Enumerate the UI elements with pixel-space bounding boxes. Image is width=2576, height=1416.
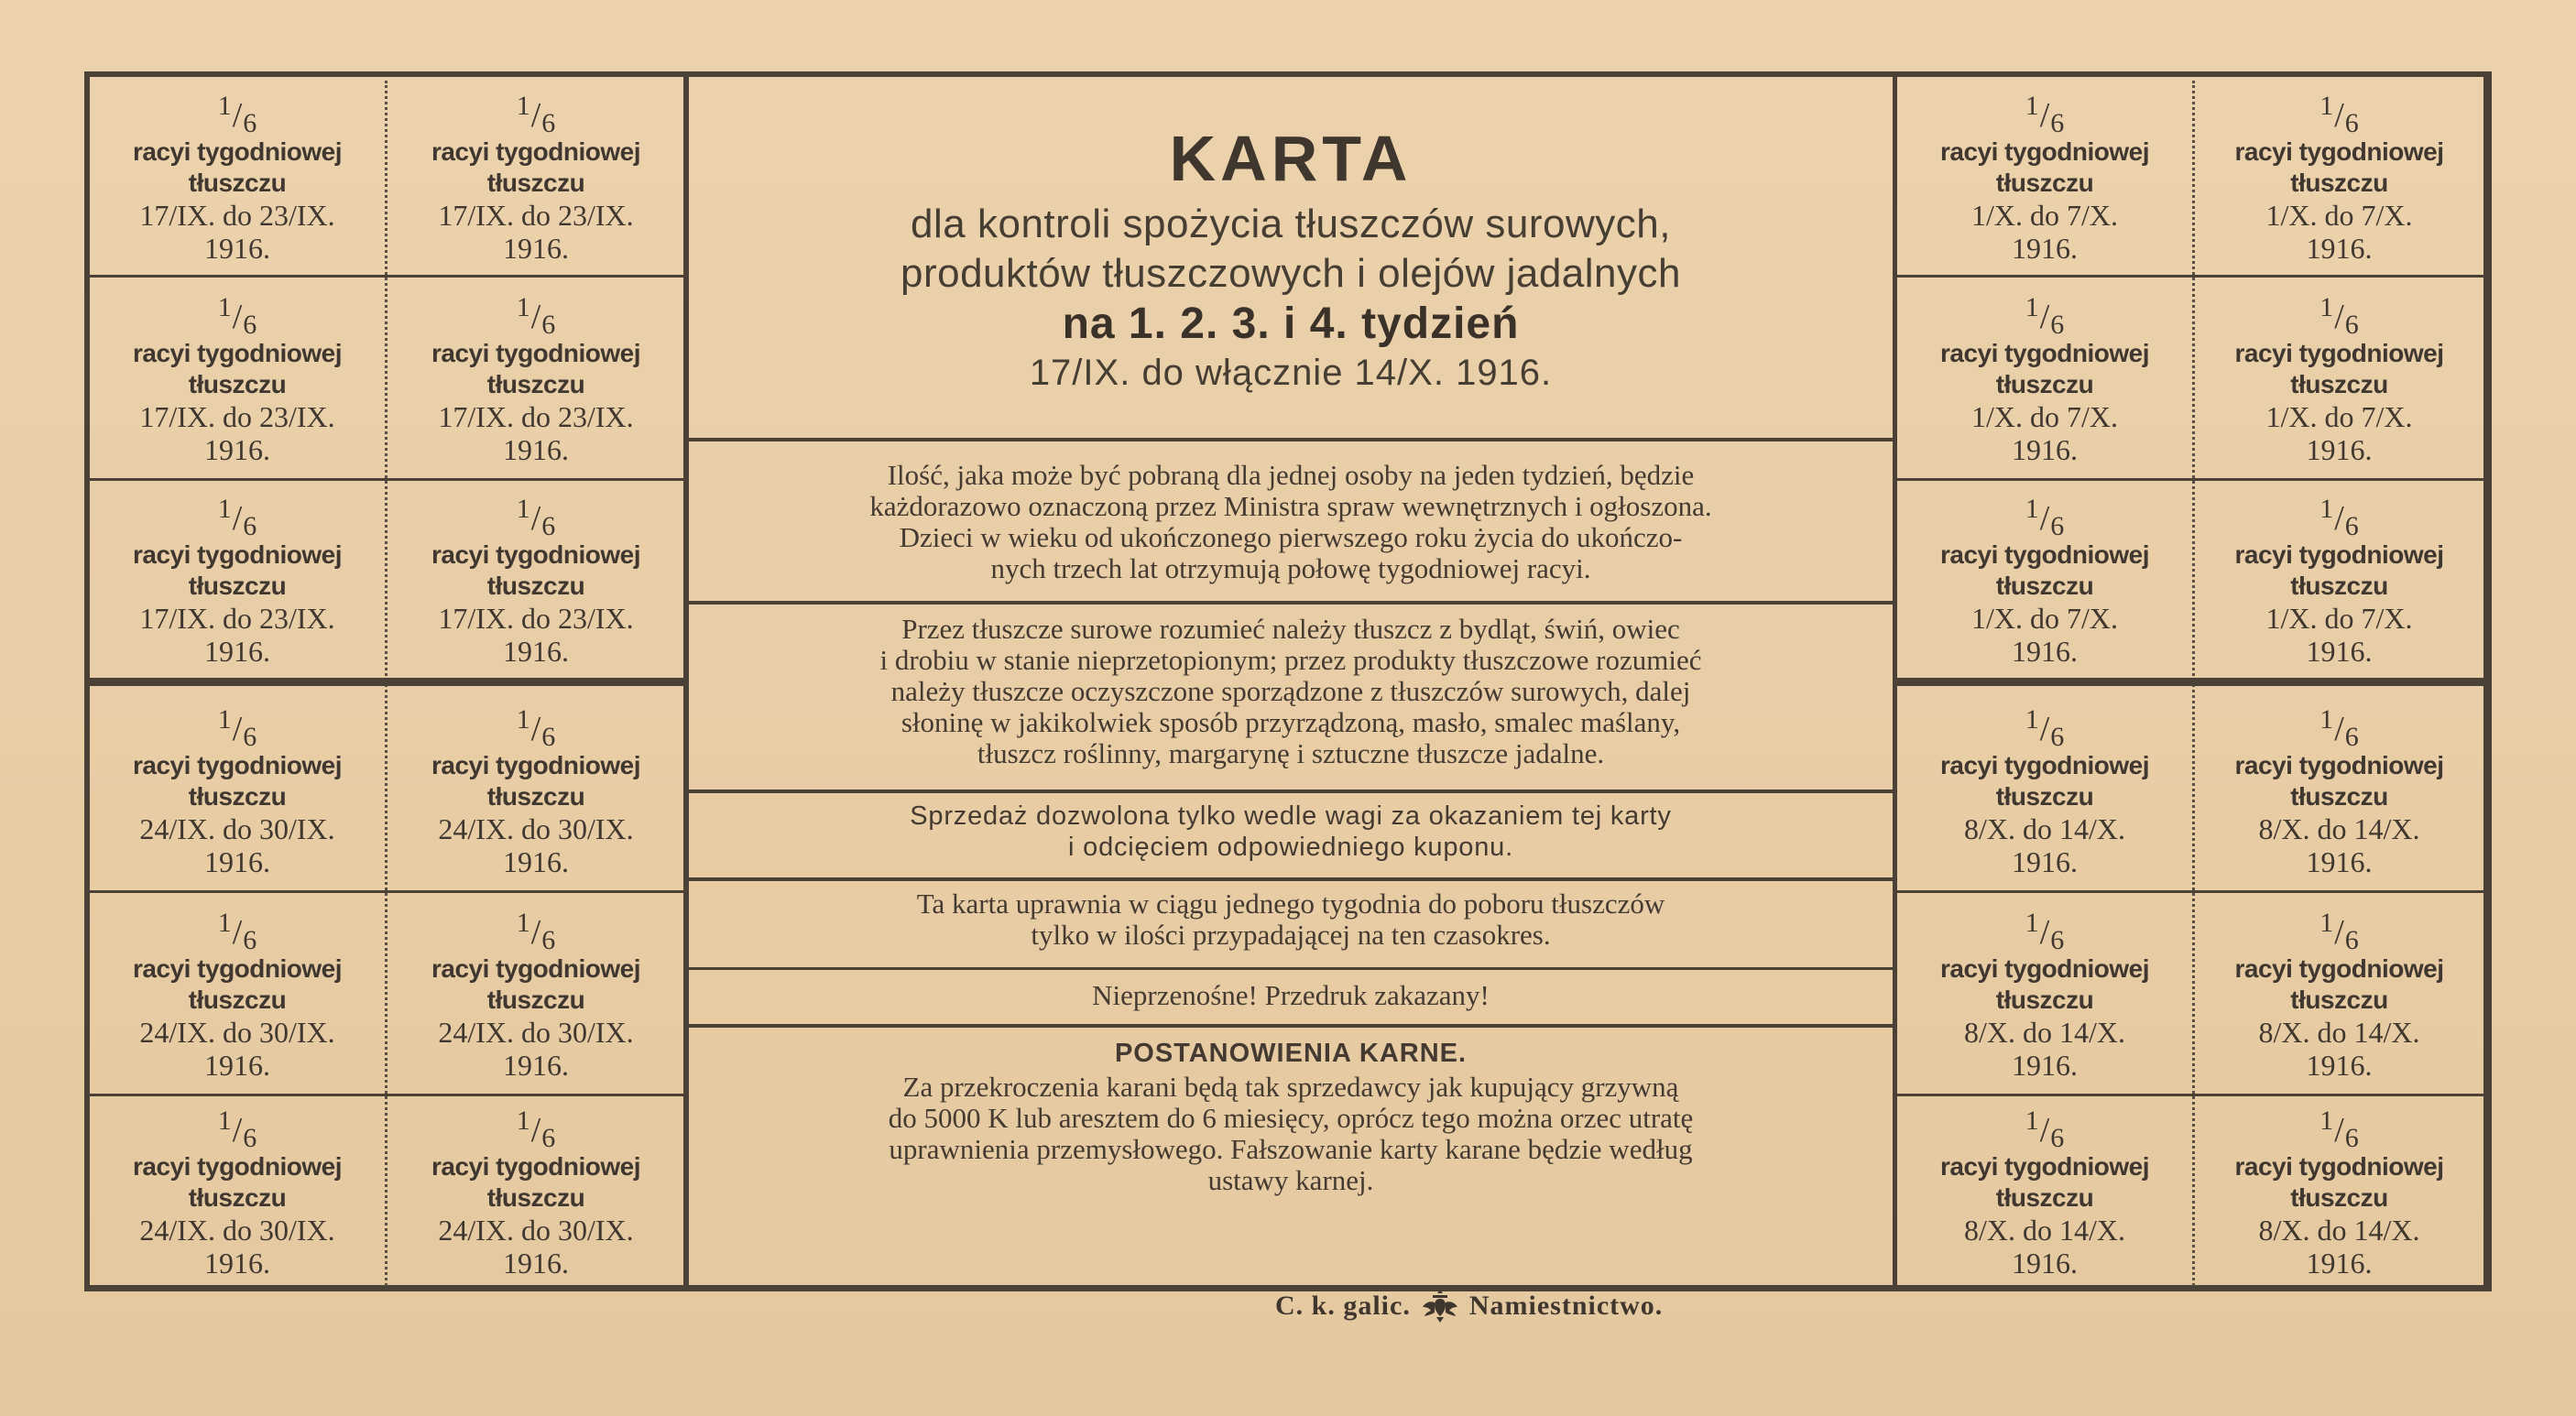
coupon[interactable] bbox=[2195, 893, 2483, 1094]
coupon-year: 1916. bbox=[204, 1246, 270, 1280]
coupon-fraction: $^1$/6 bbox=[2025, 90, 2065, 138]
coupon-label: tłuszczu bbox=[2290, 168, 2388, 197]
coupon-label: racyi tygodniowej bbox=[133, 136, 342, 166]
coupon-label: racyi tygodniowej bbox=[133, 954, 342, 983]
coupon-period: 24/IX. do 30/IX. bbox=[139, 811, 335, 845]
coupon[interactable] bbox=[1897, 77, 2192, 275]
coupon-label: tłuszczu bbox=[1995, 1182, 2094, 1212]
penalties-section bbox=[702, 1035, 1880, 1196]
coupon[interactable] bbox=[2195, 481, 2483, 678]
coupon[interactable] bbox=[1897, 893, 2192, 1094]
coupon[interactable] bbox=[388, 77, 683, 275]
coupon-label: tłuszczu bbox=[486, 370, 585, 398]
coupon-year: 1916. bbox=[503, 433, 569, 466]
coupon-year: 1916. bbox=[204, 1049, 270, 1082]
coupon-year: 1916. bbox=[2012, 1049, 2078, 1082]
coupon-label: tłuszczu bbox=[1995, 572, 2094, 600]
paragraph-line: Dzieci w wieku od ukończonego pierwszego roku życia do ukończo- bbox=[899, 521, 1683, 553]
coupon-year: 1916. bbox=[204, 635, 270, 668]
coupon[interactable] bbox=[388, 689, 683, 890]
coupon-year: 1916. bbox=[2012, 433, 2078, 466]
coupon-fraction: $^1$/6 bbox=[516, 703, 556, 752]
coupon-fraction: $^1$/6 bbox=[2025, 494, 2065, 541]
coupon-fraction: $^1$/6 bbox=[516, 90, 556, 138]
coupon-period: 8/X. do 14/X. bbox=[1964, 1016, 2125, 1049]
coupon-fraction: $^1$/6 bbox=[516, 292, 556, 340]
coupon-label: racyi tygodniowej bbox=[431, 136, 640, 166]
coupon-period: 17/IX. do 23/IX. bbox=[139, 602, 335, 635]
coupon-label: tłuszczu bbox=[2290, 572, 2388, 600]
coupon-period: 17/IX. do 23/IX. bbox=[438, 602, 634, 635]
coupon-label: racyi tygodniowej bbox=[431, 954, 640, 983]
coupon[interactable] bbox=[1897, 481, 2192, 678]
coupon-period: 17/IX. do 23/IX. bbox=[139, 400, 335, 433]
paragraph-line: Ta karta uprawnia w ciągu jednego tygodnia do poboru tłuszczów bbox=[916, 888, 1665, 920]
coupon[interactable] bbox=[388, 278, 683, 478]
signature-left: C. k. galic. bbox=[1275, 1291, 1411, 1321]
non-transferable-notice bbox=[702, 980, 1880, 1011]
section-divider bbox=[689, 601, 1893, 605]
coupon-period: 1/X. do 7/X. bbox=[2265, 400, 2413, 433]
coupon-label: racyi tygodniowej bbox=[431, 1151, 640, 1181]
coupon-year: 1916. bbox=[2306, 844, 2373, 878]
coupon[interactable] bbox=[388, 481, 683, 678]
coupon-label: tłuszczu bbox=[1995, 986, 2094, 1014]
coupon-year: 1916. bbox=[2306, 1049, 2373, 1082]
coupon[interactable] bbox=[90, 481, 385, 678]
card-validity-dates: 17/IX. do włącznie 14/X. 1916. bbox=[1029, 353, 1553, 393]
coupon-label: racyi tygodniowej bbox=[431, 750, 640, 779]
coupon[interactable] bbox=[2195, 77, 2483, 275]
paragraph-line: Sprzedaż dozwolona tylko wedle wagi za okazaniem tej karty bbox=[910, 801, 1672, 831]
coupon-label: tłuszczu bbox=[1995, 370, 2094, 398]
coupon[interactable] bbox=[1897, 278, 2192, 478]
coupon[interactable] bbox=[2195, 689, 2483, 890]
coupon-fraction: $^1$/6 bbox=[2025, 1105, 2065, 1153]
coupon-year: 1916. bbox=[2306, 1246, 2373, 1280]
card-title: KARTA bbox=[1169, 123, 1413, 194]
coupon[interactable] bbox=[388, 1096, 683, 1285]
coupon-period: 8/X. do 14/X. bbox=[1964, 1213, 2125, 1247]
paragraph-line: Nieprzenośne! Przedruk zakazany! bbox=[1092, 979, 1490, 1011]
section-divider bbox=[689, 438, 1893, 441]
section-divider bbox=[689, 790, 1893, 793]
issuer-signature bbox=[1275, 1286, 1880, 1326]
coupon-year: 1916. bbox=[2306, 635, 2373, 668]
coupon[interactable] bbox=[1897, 1096, 2192, 1285]
coupon-label: tłuszczu bbox=[486, 168, 585, 197]
coupon-fraction: $^1$/6 bbox=[2319, 494, 2359, 541]
paragraph-line: uprawnienia przemysłowego. Fałszowanie karty karane będzie według bbox=[889, 1133, 1693, 1165]
card-weeks: na 1. 2. 3. i 4. tydzień bbox=[1062, 300, 1520, 348]
coupon-period: 17/IX. do 23/IX. bbox=[438, 400, 634, 433]
coupon-label: tłuszczu bbox=[188, 986, 287, 1014]
coupon[interactable] bbox=[90, 278, 385, 478]
paragraph-line: i drobiu w stanie nieprzetopionym; przez produkty tłuszczowe rozumieć bbox=[879, 644, 1702, 676]
coupon-label: racyi tygodniowej bbox=[2234, 1151, 2444, 1181]
coupon-label: racyi tygodniowej bbox=[2234, 339, 2444, 367]
coupon-label: racyi tygodniowej bbox=[2234, 540, 2444, 569]
coupon-period: 24/IX. do 30/IX. bbox=[139, 1213, 335, 1247]
coupon-label: racyi tygodniowej bbox=[1940, 136, 2149, 166]
paragraph-line: Ilość, jaka może być pobraną dla jednej osoby na jeden tydzień, będzie bbox=[887, 459, 1695, 491]
coupon-period: 8/X. do 14/X. bbox=[2258, 1213, 2420, 1247]
coupon-label: racyi tygodniowej bbox=[1940, 339, 2149, 367]
paragraph-line: i odcięciem odpowiedniego kuponu. bbox=[1068, 833, 1513, 862]
coupon-year: 1916. bbox=[503, 844, 569, 878]
ration-amount-paragraph bbox=[702, 460, 1880, 584]
coupon-label: racyi tygodniowej bbox=[133, 750, 342, 779]
paragraph-line: należy tłuszcze oczyszczone sporządzone z tłuszczów surowych, dalej bbox=[890, 675, 1691, 707]
coupon-year: 1916. bbox=[503, 1049, 569, 1082]
coupon-fraction: $^1$/6 bbox=[516, 908, 556, 955]
coupon-fraction: $^1$/6 bbox=[217, 1105, 257, 1153]
week-separator-line bbox=[90, 678, 683, 686]
coupon-fraction: $^1$/6 bbox=[2025, 703, 2065, 752]
coupon-fraction: $^1$/6 bbox=[217, 494, 257, 541]
coupon-label: racyi tygodniowej bbox=[133, 540, 342, 569]
coupon-period: 24/IX. do 30/IX. bbox=[438, 1213, 634, 1247]
week-separator-line bbox=[1897, 678, 2483, 686]
coupon[interactable] bbox=[90, 77, 385, 275]
signature-right: Namiestnictwo. bbox=[1468, 1291, 1664, 1321]
card-subtitle-line1: dla kontroli spożycia tłuszczów surowych, bbox=[911, 202, 1671, 246]
coupon-period: 8/X. do 14/X. bbox=[2258, 811, 2420, 845]
coupon[interactable] bbox=[388, 893, 683, 1094]
coupon-fraction: $^1$/6 bbox=[516, 1105, 556, 1153]
coupon-label: tłuszczu bbox=[2290, 781, 2388, 811]
coupon-period: 1/X. do 7/X. bbox=[1971, 602, 2118, 635]
coupon[interactable] bbox=[90, 1096, 385, 1285]
coupon-period: 24/IX. do 30/IX. bbox=[139, 1016, 335, 1049]
coupon-period: 17/IX. do 23/IX. bbox=[438, 198, 634, 232]
coupon-label: racyi tygodniowej bbox=[133, 1151, 342, 1181]
paragraph-line: nych trzech lat otrzymują połowę tygodniowej racyi. bbox=[990, 552, 1591, 584]
sale-rules-paragraph bbox=[702, 801, 1880, 863]
coupon-period: 17/IX. do 23/IX. bbox=[139, 198, 335, 232]
coupon-label: tłuszczu bbox=[188, 1182, 287, 1212]
coupon-label: racyi tygodniowej bbox=[431, 339, 640, 367]
coupon[interactable] bbox=[90, 893, 385, 1094]
coupon-fraction: $^1$/6 bbox=[217, 908, 257, 955]
coupon-fraction: $^1$/6 bbox=[217, 90, 257, 138]
coupon-label: tłuszczu bbox=[486, 572, 585, 600]
coupon-year: 1916. bbox=[503, 231, 569, 265]
coupon-period: 1/X. do 7/X. bbox=[1971, 198, 2118, 232]
coupon-fraction: $^1$/6 bbox=[217, 292, 257, 340]
coupon-fraction: $^1$/6 bbox=[2025, 292, 2065, 340]
penalties-title: POSTANOWIENIA KARNE. bbox=[1114, 1039, 1468, 1068]
coupon-label: racyi tygodniowej bbox=[1940, 540, 2149, 569]
coupon-period: 24/IX. do 30/IX. bbox=[438, 811, 634, 845]
coupon-fraction: $^1$/6 bbox=[2319, 703, 2359, 752]
coupon-label: tłuszczu bbox=[486, 1182, 585, 1212]
coupon-year: 1916. bbox=[204, 433, 270, 466]
coupon-period: 1/X. do 7/X. bbox=[2265, 602, 2413, 635]
coupon-label: racyi tygodniowej bbox=[1940, 1151, 2149, 1181]
coupon-period: 8/X. do 14/X. bbox=[1964, 811, 2125, 845]
coupon-year: 1916. bbox=[2012, 1246, 2078, 1280]
coupon[interactable] bbox=[2195, 278, 2483, 478]
coupon-label: tłuszczu bbox=[1995, 168, 2094, 197]
section-divider bbox=[689, 1024, 1893, 1028]
coupon-fraction: $^1$/6 bbox=[516, 494, 556, 541]
card-header bbox=[689, 117, 1893, 396]
paragraph-line: tłuszcz roślinny, margarynę i sztuczne tłuszcze jadalne. bbox=[977, 737, 1605, 769]
coupon-label: racyi tygodniowej bbox=[133, 339, 342, 367]
coupon-label: tłuszczu bbox=[486, 781, 585, 811]
coupon-label: racyi tygodniowej bbox=[431, 540, 640, 569]
coupon-year: 1916. bbox=[2306, 433, 2373, 466]
coupon[interactable] bbox=[1897, 689, 2192, 890]
coupon-period: 24/IX. do 30/IX. bbox=[438, 1016, 634, 1049]
coupon-fraction: $^1$/6 bbox=[2025, 908, 2065, 955]
coupon-fraction: $^1$/6 bbox=[2319, 908, 2359, 955]
coupon-year: 1916. bbox=[503, 635, 569, 668]
coupon-period: 1/X. do 7/X. bbox=[2265, 198, 2413, 232]
coupon-year: 1916. bbox=[204, 231, 270, 265]
section-divider bbox=[689, 967, 1893, 970]
coupon-label: tłuszczu bbox=[188, 781, 287, 811]
coupon-label: tłuszczu bbox=[188, 168, 287, 197]
coupon[interactable] bbox=[2195, 1096, 2483, 1285]
coupon-fraction: $^1$/6 bbox=[2319, 292, 2359, 340]
paragraph-line: każdorazowo oznaczoną przez Ministra spraw wewnętrznych i ogłoszona. bbox=[869, 490, 1712, 522]
coupon-year: 1916. bbox=[2012, 844, 2078, 878]
coupon[interactable] bbox=[90, 689, 385, 890]
coupon-label: tłuszczu bbox=[2290, 1182, 2388, 1212]
paragraph-line: ustawy karnej. bbox=[1207, 1164, 1374, 1196]
coupon-label: tłuszczu bbox=[2290, 370, 2388, 398]
paragraph-line: Za przekroczenia karani będą tak sprzedawcy jak kupujący grzywną bbox=[902, 1071, 1679, 1103]
card-subtitle-line2: produktów tłuszczowych i olejów jadalnych bbox=[900, 251, 1681, 296]
coupon-fraction: $^1$/6 bbox=[217, 703, 257, 752]
coupon-label: tłuszczu bbox=[188, 370, 287, 398]
paragraph-line: do 5000 K lub aresztem do 6 miesięcy, oprócz tego można orzec utratę bbox=[888, 1102, 1694, 1134]
coupon-fraction: $^1$/6 bbox=[2319, 90, 2359, 138]
coupon-label: racyi tygodniowej bbox=[1940, 954, 2149, 983]
coupon-label: tłuszczu bbox=[1995, 781, 2094, 811]
coupon-label: tłuszczu bbox=[2290, 986, 2388, 1014]
entitlement-paragraph bbox=[702, 888, 1880, 951]
coupon-label: racyi tygodniowej bbox=[1940, 750, 2149, 779]
coupon-period: 1/X. do 7/X. bbox=[1971, 400, 2118, 433]
paragraph-line: słoninę w jakikolwiek sposób przyrządzoną, masło, smalec maślany, bbox=[901, 706, 1681, 738]
section-divider bbox=[689, 877, 1893, 881]
eagle-emblem-icon bbox=[1420, 1286, 1460, 1326]
coupon-label: tłuszczu bbox=[486, 986, 585, 1014]
coupon-label: racyi tygodniowej bbox=[2234, 136, 2444, 166]
coupon-year: 1916. bbox=[503, 1246, 569, 1280]
fat-definition-paragraph bbox=[702, 614, 1880, 769]
coupon-year: 1916. bbox=[2306, 231, 2373, 265]
paragraph-line: tylko w ilości przypadającej na ten czasokres. bbox=[1031, 919, 1551, 951]
coupon-label: tłuszczu bbox=[188, 572, 287, 600]
coupon-year: 1916. bbox=[2012, 635, 2078, 668]
coupon-label: racyi tygodniowej bbox=[2234, 954, 2444, 983]
coupon-period: 8/X. do 14/X. bbox=[2258, 1016, 2420, 1049]
coupon-year: 1916. bbox=[2012, 231, 2078, 265]
coupon-fraction: $^1$/6 bbox=[2319, 1105, 2359, 1153]
coupon-label: racyi tygodniowej bbox=[2234, 750, 2444, 779]
coupon-year: 1916. bbox=[204, 844, 270, 878]
paragraph-line: Przez tłuszcze surowe rozumieć należy tłuszcz z bydląt, świń, owiec bbox=[901, 613, 1680, 645]
